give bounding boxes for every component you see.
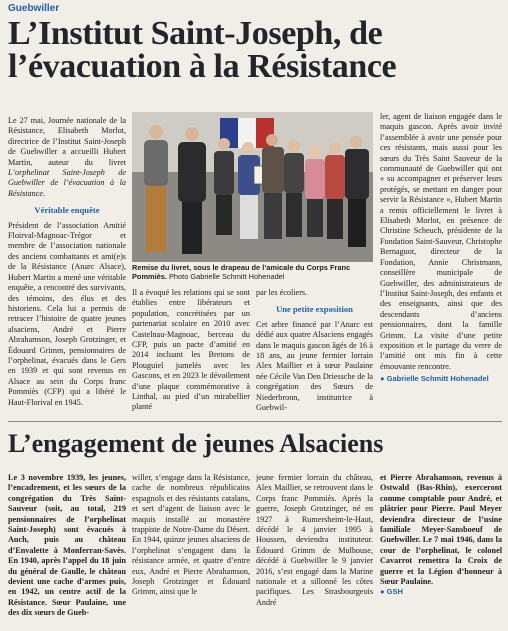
author-byline: ● Gabrielle Schmitt Hohenadel	[380, 374, 489, 384]
subhead-exposition: Une petite exposition	[276, 304, 353, 315]
col3-body: Cet arbre financé par l’Anarc est dédié aux quatre Alsaciens engagés dans le maquis gascon âgés de 16 à 18 ans, au jeune fermier lorrain Alex Maillier et à sœur Paulaine née Cécile Van Den Driessche de la congrégation des Sœurs de Niederbronn, institutrice à Guebwil-	[256, 319, 373, 413]
group-photo	[132, 112, 373, 262]
col3-top: par les écoliers.	[256, 288, 308, 297]
second-headline: L’engagement de jeunes Alsaciens	[8, 429, 384, 458]
book-title: L’orphelinat Saint-Joseph de Guebwiller de l’évacuation à la Résistance	[8, 168, 126, 198]
lead-text: Le 27 mai, Journée nationale de la Résistance, Elisabeth Morlot, directrice de l’Institut Saint-Joseph de Guebwiller a accueilli Hubert Martin, auteur du livret	[8, 116, 126, 167]
lead-end: .	[43, 188, 46, 198]
box-column-3: jeune fermier lorrain du château, Alex Maillier, se retrouvent dans le Corps franc Pommiès. Après la guerre, Joseph Grotzinger, né en 1927 à Rumersheim-le-Haut, décédé le 4 janvier 1995 à Houssen, deviendra instituteur. Édouard Grimm de Mulhouse, décédé à Guebwiller le 9 janvier 2016, s’est engagé dans la Marine nationale et a sillonné les côtes pacifiques. Les Strasbourgeois André	[256, 473, 373, 607]
photo-caption	[132, 263, 373, 281]
photo-illustration	[132, 112, 373, 262]
lead-paragraph	[8, 116, 126, 199]
article-column-3	[256, 288, 373, 416]
headline: L’Institut Saint-Joseph, de l’évacuation à la Résistance	[8, 15, 397, 85]
box-column-1: Le 3 novembre 1939, les jeunes, l’encadrement, et les sœurs de la congrégation du Très Saint-Sauveur (soit, au total, 219 pensionnaires de l’orphelinat Saint-Joseph) sont évacués à Auch, puis au château d’Envalette à Monferran-Savès. En 1940, après l’appel du 18 juin du général de Gaulle, le château devient une cache d’armes puis, en 1942, un centre actif de la Résistance. Sœur Paulaine, une des dix sœurs de Gueb-	[8, 473, 126, 618]
box-initials: ● GSH	[380, 587, 403, 597]
photo-credit: Photo Gabrielle Schmitt Hohenadel	[168, 272, 285, 282]
body-paragraph: Président de l’association Amitié Floirval-Magnoac-Trégor et membre de l’association nationale des anciens combattants et ami(e)s de la Résistance (Anarc Alsace), Hubert Martin a mené une véritable enquête, a rencontré des survivants, des témoins, des élus et des historiens. Cela lui a permis de retracer l’histoire de quatre jeunes alsaciens, André et Pierre Abrahamson, Joseph Grotzinger, et Édouard Grimm, pensionnaires de l’orphelinat, évacués dans le Gers en 1939 et qui sont revenus en Alsace au sein du Corps franc Pommiès (CFP) qui a libéré le Haut-Florival en 1945.	[8, 220, 126, 407]
col4-body: ler, agent de liaison engagée dans le maquis gascon. Après avoir invité l’assemblée à avoir une pensée pour ces résistants, mais aussi pour les sœurs du Très Saint Sauveur de la communauté de Guebwiller qui ont « su accompagner et préserver leurs protégés, se mettant en danger pour servir la Résistance », Hubert Martin a remis officiellement le livret à Elisabeth Morlot, en présence de Christine Scheuch, présidente de la Fondation Saint-Sauveur, Christophe Bernaguot, directeur de la Fondation, Annie Christmann, conseillère municipale de Guebwiller, des administrateurs de l’Institut Saint-Joseph, des enfants et des enseignants, ainsi que des descendants d’anciens pensionnaires, dont la famille Grimm. La visite d’une petite exposition et le partage du verre de l’amitié ont mis fin à cette émouvante rencontre.	[380, 112, 502, 371]
article-column-1	[8, 116, 126, 416]
subhead-enquete: Véritable enquête	[34, 205, 100, 216]
box-col4-body: et Pierre Abrahamson, revenus à Ostwald (Bas-Rhin), exerceront comme comptable pour André, et plâtrier pour Pierre. Paul Meyer deviendra directeur de l’usine familiale Meyer-Sansboeuf de Guebwiller. Le 7 mai 1946, dans la cour de l’orphelinat, le colonel Cavarrot remettra la Croix de guerre et la Légion d’honneur à Sœur Paulaine.	[380, 473, 502, 587]
article-column-4	[380, 112, 502, 417]
caption-main: Remise du livret, sous le drapeau de l’amicale du Corps Franc Pommiès.	[132, 263, 351, 282]
box-column-4	[380, 473, 502, 631]
section-label: Guebwiller	[8, 3, 60, 14]
article-column-2: Il a évoqué les relations qui se sont établies entre libérateurs et population, concrétisées par un partenariat scolaire en 2010 avec Castelnau-Magnoac, berceau du CFP, puis un pacte d’amitié en 2014 incluant les Bretons de Plouguiel jumelés avec les Gascons, et en 2023 le dévoilement d’une plaque commémorative à Linthal, au pied d’un mirabellier planté	[132, 288, 250, 412]
section-divider	[8, 421, 502, 422]
box-column-2: willer, s’engage dans la Résistance, cache de nombreux républicains espagnols et des résistants catalans, et sert d’agent de liaison avec le maquis installé au monastère trappiste de Notre-Dame du Désert. En 1944, quinze jeunes alsaciens de l’orphelinat s’engagent dans la résistance armée, et quatre d’entre eux, André et Pierre Abrahamson, Joseph Grotzinger et Édouard Grimm, ainsi que le	[132, 473, 250, 597]
